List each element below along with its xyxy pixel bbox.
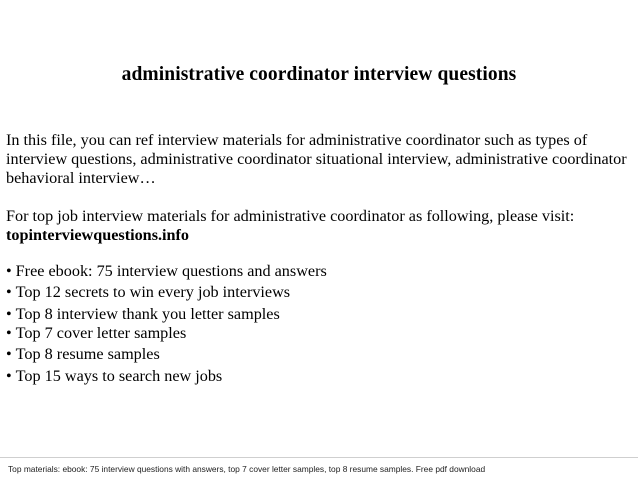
intro-paragraph: In this file, you can ref interview materials for administrative coordinator such as types of interview questions, administrative coordinator situational interview, administrative coordinator behavioral interview… <box>6 131 627 187</box>
bullet-icon <box>6 283 16 301</box>
bullet-icon <box>6 262 16 280</box>
list-item: •Top 8 resume samples <box>6 345 636 364</box>
bullet-icon <box>6 367 16 385</box>
cta-paragraph <box>6 207 636 245</box>
bullet-icon <box>6 345 16 363</box>
list-item: •Free ebook: 75 interview questions and answers <box>6 262 636 281</box>
list-item: •Top 8 interview thank you letter samples <box>6 305 636 324</box>
bullet-icon <box>6 305 16 323</box>
site-link[interactable]: topinterviewquestions.info <box>6 226 190 244</box>
bullet-icon <box>6 324 16 342</box>
footer-text: Top materials: ebook: 75 interview questions with answers, top 7 cover letter samples, top 8 resume samples. Free pdf download <box>8 464 486 474</box>
list-item: •Top 7 cover letter samples <box>6 324 636 343</box>
slide-body <box>6 131 636 386</box>
footer-bar <box>0 457 638 479</box>
list-item: •Top 15 ways to search new jobs <box>6 367 636 386</box>
resource-list <box>6 262 636 386</box>
cta-text: For top job interview materials for administrative coordinator as following, please visit: <box>6 207 575 225</box>
slide-title: administrative coordinator interview questions <box>121 64 517 85</box>
list-item: •Top 12 secrets to win every job interviews <box>6 283 636 302</box>
